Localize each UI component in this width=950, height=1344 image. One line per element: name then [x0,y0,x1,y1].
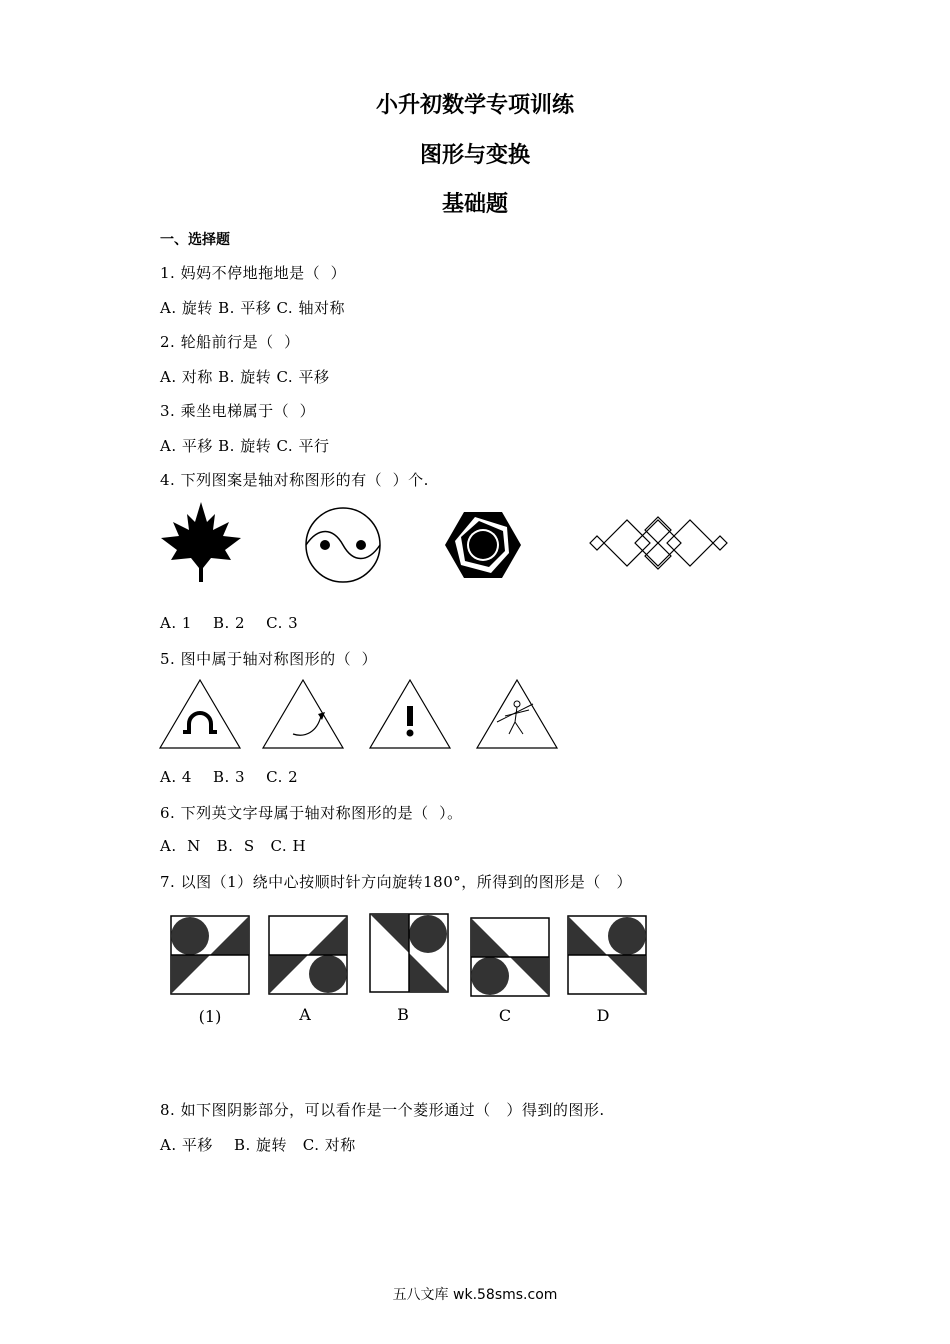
question-1: 1. 妈妈不停地拖地是（ ） [160,264,347,282]
page-subtitle: 图形与变换 [419,143,530,168]
q7-label-a: A [299,1005,311,1024]
question-8-options: A. 平移 B. 旋转 C. 对称 [160,1136,356,1154]
q7-figures [165,908,655,1032]
question-5: 5. 图中属于轴对称图形的（ ） [160,650,378,668]
warning-sign-curve-icon [263,680,343,748]
warning-sign-pedestrian-icon [477,680,557,748]
q5-figures [155,676,565,752]
question-4-options: A. 1 B. 2 C. 3 [160,614,299,632]
footer-watermark: 五八文库 wk.58sms.com [392,1287,558,1303]
q7-label-c: C [498,1006,512,1025]
q7-label-b: B [397,1005,409,1024]
q4-figures [155,500,735,590]
q7-figure-a [269,916,347,994]
q7-figure-1 [171,916,249,994]
question-4: 4. 下列图案是轴对称图形的有（ ）个. [160,471,429,489]
q7-label-1: (1) [198,1007,222,1026]
difficulty-label: 基础题 [441,192,508,217]
question-8: 8. 如下图阴影部分，可以看作是一个菱形通过（ ）得到的图形. [160,1101,605,1119]
section-heading: 一、选择题 [160,232,230,248]
question-6: 6. 下列英文字母属于轴对称图形的是（ ）。 [160,804,463,822]
question-3-options: A. 平移 B. 旋转 C. 平行 [160,437,330,455]
diamond-chain-icon [590,517,727,569]
question-5-options: A. 4 B. 3 C. 2 [160,768,299,786]
question-7: 7. 以图（1）绕中心按顺时针方向旋转180°，所得到的图形是（ ） [160,873,633,891]
q7-figure-b [370,914,448,992]
question-1-options: A. 旋转 B. 平移 C. 轴对称 [160,299,345,317]
question-6-options: A. N B. S C. H [160,837,307,855]
question-2-options: A. 对称 B. 旋转 C. 平移 [160,368,330,386]
hexagon-icon [445,512,521,578]
q7-figure-d [568,916,646,994]
question-3: 3. 乘坐电梯属于（ ） [160,402,316,420]
question-2: 2. 轮船前行是（ ） [160,333,300,351]
q7-figure-c [471,918,549,996]
q7-label-d: D [596,1006,610,1025]
yin-yang-icon [306,508,380,582]
page-title: 小升初数学专项训练 [375,93,574,118]
maple-leaf-icon [161,502,241,582]
